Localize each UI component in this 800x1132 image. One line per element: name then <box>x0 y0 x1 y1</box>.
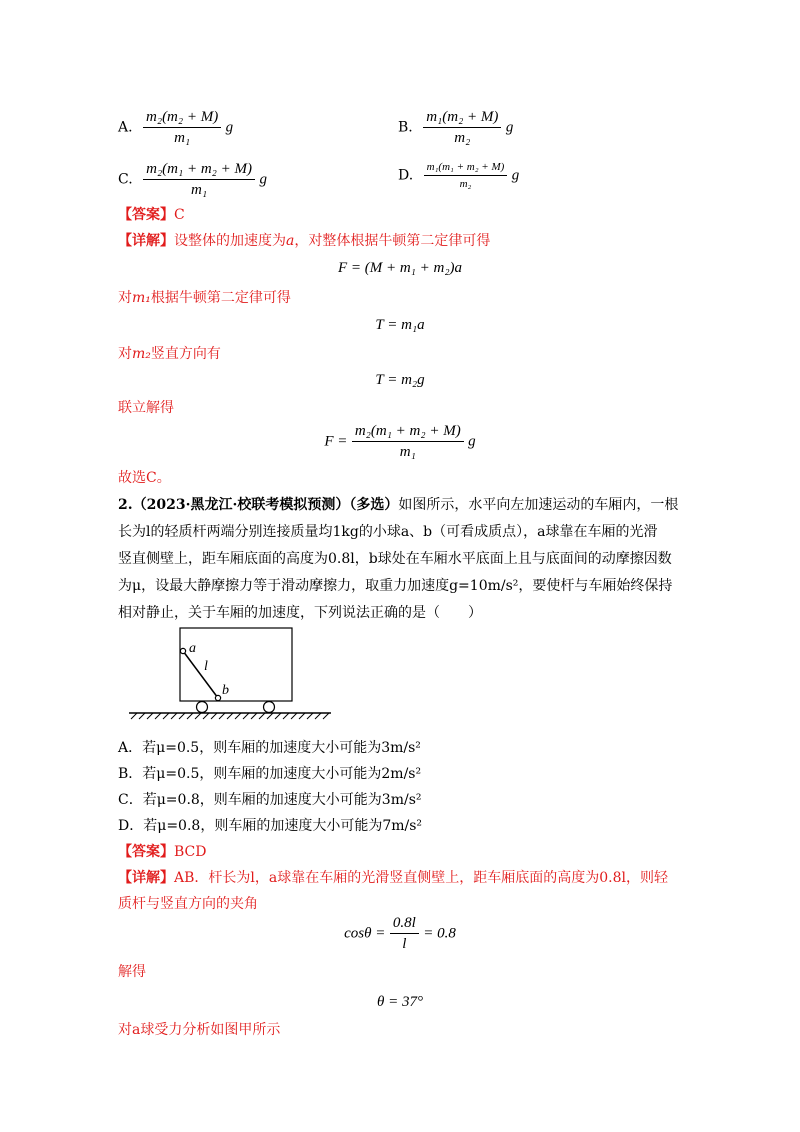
answer-value: BCD <box>174 844 207 860</box>
q2-option-b: B．若μ=0.5，则车厢的加速度大小可能为2m/s² <box>118 766 422 782</box>
option-c <box>118 160 267 199</box>
eq4-fraction <box>352 422 464 461</box>
var-m1: m₁ <box>132 290 151 306</box>
q2-explain-line2: 质杆与竖直方向的夹角 <box>118 896 258 912</box>
explain-text: 设整体的加速度为 <box>174 233 286 249</box>
equation-4 <box>0 422 800 461</box>
var-a: a <box>286 233 295 249</box>
answer-label: 【答案】 <box>118 207 174 223</box>
numerator: m₁(m₂ + M) <box>423 108 501 128</box>
q2-option-d: D．若μ=0.8，则车厢的加速度大小可能为7m/s² <box>118 818 423 834</box>
rod <box>183 651 218 698</box>
eq-cos-rhs: = 0.8 <box>423 925 456 942</box>
option-letter: D. <box>398 167 414 184</box>
label-a: a <box>189 641 196 656</box>
question-type: （多选） <box>349 497 399 513</box>
option-letter: B. <box>398 119 413 136</box>
option-suffix: g <box>511 167 520 184</box>
question2-line4: 为μ，设最大静摩擦力等于滑动摩擦力，取重力加速度g=10m/s²，要使杆与车厢始终保持 <box>118 578 673 594</box>
option-fraction <box>423 108 501 147</box>
equation-2: T = m₁a <box>375 317 425 333</box>
label-l: l <box>204 659 208 674</box>
explain-text: 对 <box>118 290 132 306</box>
denominator: m₁ <box>191 182 208 198</box>
eq-cos-fraction <box>390 914 419 953</box>
explain-text: AB．杆长为l，a球靠在车厢的光滑竖直侧壁上，距车厢底面的高度为0.8l，则轻 <box>174 870 668 886</box>
numerator: 0.8l <box>390 914 419 934</box>
numerator: m₂(m₂ + M) <box>143 108 221 128</box>
equation-1: F = (M + m₁ + m₂)a <box>337 260 463 276</box>
stem-text: 如图所示，水平向左加速运动的车厢内，一根 <box>398 497 679 513</box>
wheel-right <box>264 702 275 713</box>
question-number: 2. <box>118 497 133 513</box>
option-suffix: g <box>225 119 234 136</box>
option-a <box>118 108 233 147</box>
ground-hatching <box>131 713 329 719</box>
q2-last-line: 对a球受力分析如图甲所示 <box>118 1022 281 1038</box>
option-d <box>398 160 519 191</box>
q2-explain-line1 <box>118 868 668 888</box>
option-letter: C. <box>118 171 133 188</box>
q2-option-c: C．若μ=0.8，则车厢的加速度大小可能为3m/s² <box>118 792 422 808</box>
question2-line2: 长为l的轻质杆两端分别连接质量均1kg的小球a、b（可看成质点），a球靠在车厢的光滑 <box>118 524 658 540</box>
conclusion: 故选C。 <box>118 470 171 486</box>
q2-option-a: A．若μ=0.5，则车厢的加速度大小可能为3m/s² <box>118 740 421 756</box>
equation-3: T = m₂g <box>375 372 425 388</box>
explain-text: 根据牛顿第二定律可得 <box>150 290 291 306</box>
equation-cos <box>0 914 800 953</box>
option-fraction <box>143 108 221 147</box>
eq4-suffix: g <box>468 433 476 450</box>
question2-line3: 竖直侧壁上，距车厢底面的高度为0.8l，b球处在车厢水平底面上且与底面间的动摩擦因数 <box>118 551 672 567</box>
var-m2: m₂ <box>132 346 151 362</box>
q2-solve-label: 解得 <box>118 964 146 980</box>
wheel-left <box>197 702 208 713</box>
carriage-figure <box>125 622 335 722</box>
question-source: （2023·黑龙江·校联考模拟预测） <box>132 497 350 513</box>
option-fraction <box>143 160 255 199</box>
explain-label: 【详解】 <box>118 233 174 249</box>
answer-value: C <box>174 207 185 223</box>
denominator: m₁ <box>174 130 191 146</box>
explain-line-1 <box>118 231 490 251</box>
eq4-lhs: F = <box>324 433 348 450</box>
explain-line-m1 <box>118 288 291 308</box>
option-suffix: g <box>259 171 267 188</box>
answer-label: 【答案】 <box>118 844 174 860</box>
equation-theta: θ = 37° <box>377 994 423 1010</box>
question2-line5: 相对静止，关于车厢的加速度，下列说法正确的是（ ） <box>118 605 482 621</box>
explain-line-m2 <box>118 344 221 364</box>
denominator: m₂ <box>459 178 472 190</box>
solve-label: 联立解得 <box>118 400 174 416</box>
option-suffix: g <box>505 119 514 136</box>
ball-b <box>215 695 220 700</box>
question2-line1 <box>118 495 678 515</box>
option-b <box>398 108 513 147</box>
ball-a <box>180 648 185 653</box>
label-b: b <box>222 683 229 698</box>
explain-text: ，对整体根据牛顿第二定律可得 <box>294 233 491 249</box>
denominator: l <box>402 936 407 952</box>
q2-answer-line <box>118 842 206 862</box>
numerator: m₂(m₁ + m₂ + M) <box>143 160 255 180</box>
denominator: m₂ <box>454 130 471 146</box>
explain-text: 对 <box>118 346 132 362</box>
option-letter: A. <box>118 119 133 136</box>
denominator: m₁ <box>399 444 416 460</box>
explain-label: 【详解】 <box>118 870 174 886</box>
option-fraction <box>424 160 508 191</box>
numerator: m₂(m₁ + m₂ + M) <box>352 422 464 442</box>
answer-line-1 <box>118 205 185 225</box>
numerator: m₁(m₁ + m₂ + M) <box>424 160 508 176</box>
explain-text: 竖直方向有 <box>150 346 221 362</box>
carriage-box <box>180 628 292 701</box>
eq-cos-lhs: cosθ = <box>344 925 386 942</box>
